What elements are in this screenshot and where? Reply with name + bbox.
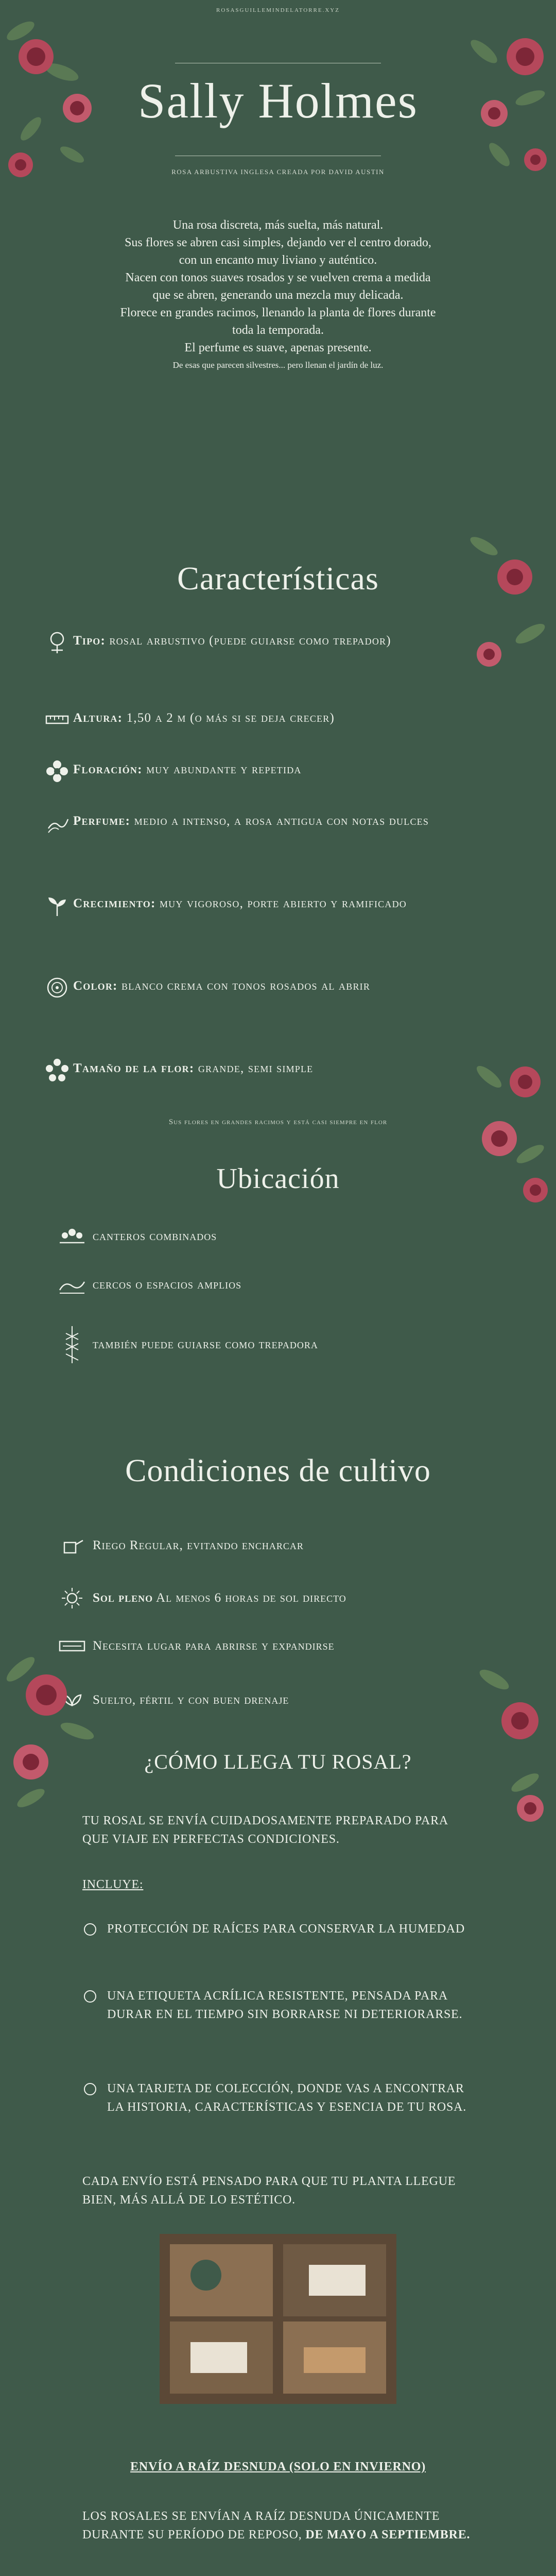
page-title: Sally Holmes	[138, 73, 418, 128]
ruler-icon	[41, 704, 73, 736]
caracteristica-label: Tipo:	[73, 634, 106, 648]
cultivo-item	[51, 1535, 505, 1556]
intro-line: Sus flores se abren casi simples, dejando ver el centro dorado,	[125, 236, 431, 249]
raiz-p1-text: LOS ROSALES SE ENVÍAN A RAÍZ DESNUDA ÚNICAMENTE DURANTE SU PERÍODO DE REPOSO,	[82, 2510, 440, 2541]
envio-item-text: UNA TARJETA DE COLECCIÓN, DONDE VAS A ENCONTRAR LA HISTORIA, CARACTERÍSTICAS Y ESENCIA DE TU ROSA.	[107, 2082, 467, 2114]
sun-icon	[51, 1587, 93, 1609]
intro-line: con un encanto muy liviano y auténtico.	[179, 253, 377, 267]
rose-bush-icon	[41, 626, 73, 658]
caracteristica-altura	[41, 704, 515, 736]
cultivo-heading: Condiciones de cultivo	[125, 1453, 431, 1488]
rose-cluster-decoration	[453, 10, 556, 180]
rose-cluster-decoration	[0, 0, 98, 185]
envio-item	[82, 2079, 474, 2116]
envio-item-text: PROTECCIÓN DE RAÍCES PARA CONSERVAR LA HUMEDAD	[107, 1922, 465, 1936]
hedge-icon	[51, 1275, 93, 1295]
tag-icon	[82, 1987, 107, 2024]
rose-cluster-decoration	[453, 515, 556, 685]
cultivo-text: Riego Regular, evitando encharcar	[93, 1538, 304, 1552]
caracteristica-tamano	[41, 1054, 515, 1086]
ubicacion-item	[51, 1324, 505, 1365]
caracteristica-color	[41, 972, 515, 1004]
caracteristica-label: Altura:	[73, 711, 123, 725]
caracteristica-tipo	[41, 626, 515, 658]
intro-text	[77, 216, 479, 374]
caracteristica-value: muy vigoroso, porte abierto y ramificado	[159, 896, 407, 910]
cultivo-item	[51, 1690, 505, 1710]
flower-icon	[41, 755, 73, 787]
cultivo-item	[51, 1587, 505, 1609]
caracteristica-floracion	[41, 755, 515, 787]
sprout-icon	[41, 889, 73, 921]
page-subtitle: ROSA ARBUSTIVA INGLESA CREADA POR DAVID AUSTIN	[171, 168, 385, 176]
trellis-icon	[51, 1324, 93, 1365]
intro-line: Una rosa discreta, más suelta, más natural.	[172, 218, 384, 232]
shield-icon	[82, 1920, 107, 1943]
raiz-p1-months: DE MAYO A SEPTIEMBRE.	[305, 2528, 471, 2541]
caracteristica-label: Tamaño de la flor:	[73, 1061, 195, 1075]
caracteristica-value: rosal arbustivo (puede guiarse como trepador)	[109, 634, 391, 648]
caracteristica-perfume	[41, 807, 515, 839]
cultivo-bold-text: Sol pleno	[93, 1591, 153, 1605]
caracteristica-crecimiento	[41, 889, 515, 921]
site-domain[interactable]: ROSASGUILLEMINDELATORRE.XYZ	[216, 7, 340, 13]
ubicacion-text: cercos o espacios amplios	[93, 1278, 242, 1292]
caracteristicas-heading: Características	[177, 560, 379, 597]
envio-intro: TU ROSAL SE ENVÍA CUIDADOSAMENTE PREPARADO PARA QUE VIAJE EN PERFECTAS CONDICIONES.	[82, 1814, 448, 1846]
raiz-desnuda-title: ENVÍO A RAÍZ DESNUDA (SOLO EN INVIERNO)	[130, 2460, 426, 2473]
envio-outro: CADA ENVÍO ESTÁ PENSADO PARA QUE TU PLANTA LLEGUE BIEN, MÁS ALLÁ DE LO ESTÉTICO.	[82, 2175, 456, 2207]
scent-icon	[41, 807, 73, 839]
ubicacion-heading: Ubicación	[216, 1163, 340, 1195]
rose-color-icon	[41, 972, 73, 1004]
cultivo-text: Necesita lugar para abrirse y expandirse	[93, 1639, 335, 1653]
intro-line: El perfume es suave, apenas presente.	[184, 341, 372, 354]
caracteristica-value: blanco crema con tonos rosados al abrir	[121, 979, 371, 993]
intro-line: Florece en grandes racimos, llenando la planta de flores durante	[120, 306, 436, 319]
ubicacion-text: también puede guiarse como trepadora	[93, 1337, 318, 1351]
rose-cluster-decoration	[453, 1649, 556, 1834]
packaging-photo	[160, 2234, 396, 2404]
card-icon	[82, 2079, 107, 2116]
raiz-desnuda-p1	[82, 2507, 474, 2544]
caracteristica-label: Floración:	[73, 762, 143, 776]
envio-item	[82, 1920, 474, 1943]
caracteristica-label: Color:	[73, 979, 118, 993]
caracteristica-value: medio a intenso, a rosa antigua con notas dulces	[134, 814, 429, 828]
watering-can-icon	[51, 1535, 93, 1556]
caracteristicas-note: Sus flores en grandes racimos y está casi siempre en flor	[168, 1118, 388, 1126]
ubicacion-item	[51, 1226, 505, 1247]
cultivo-item	[51, 1638, 505, 1654]
intro-tagline: De esas que parecen silvestres... pero llenan el jardín de luz.	[172, 360, 384, 370]
ubicacion-text: canteros combinados	[93, 1229, 217, 1243]
intro-line: que se abren, generando una mezcla muy delicada.	[152, 289, 404, 302]
caracteristica-label: Perfume:	[73, 814, 131, 828]
caracteristica-value: grande, semi simple	[198, 1061, 314, 1075]
flowerbed-icon	[51, 1226, 93, 1247]
envio-heading: ¿CÓMO LLEGA TU ROSAL?	[144, 1750, 412, 1773]
cultivo-text: Suelto, fértil y con buen drenaje	[93, 1693, 289, 1707]
rose-cluster-decoration	[0, 1628, 113, 1834]
cultivo-text: Sol pleno Al menos 6 horas de sol directo	[93, 1591, 346, 1605]
envio-item	[82, 1987, 474, 2024]
caracteristica-value: 1,50 a 2 m (o más si se deja crecer)	[126, 711, 335, 725]
intro-line: toda la temporada.	[232, 324, 324, 337]
ubicacion-item	[51, 1275, 505, 1295]
bloom-size-icon	[41, 1054, 73, 1086]
envio-item-text: UNA ETIQUETA ACRÍLICA RESISTENTE, PENSADA PARA DURAR EN EL TIEMPO SIN BORRARSE NI DETERIORARSE.	[107, 1989, 463, 2021]
envio-incluye: INCLUYE:	[82, 1878, 144, 1891]
intro-line: Nacen con tonos suaves rosados y se vuelven crema a medida	[125, 271, 431, 284]
caracteristica-value: muy abundante y repetida	[146, 762, 302, 776]
caracteristica-label: Crecimiento:	[73, 896, 156, 910]
